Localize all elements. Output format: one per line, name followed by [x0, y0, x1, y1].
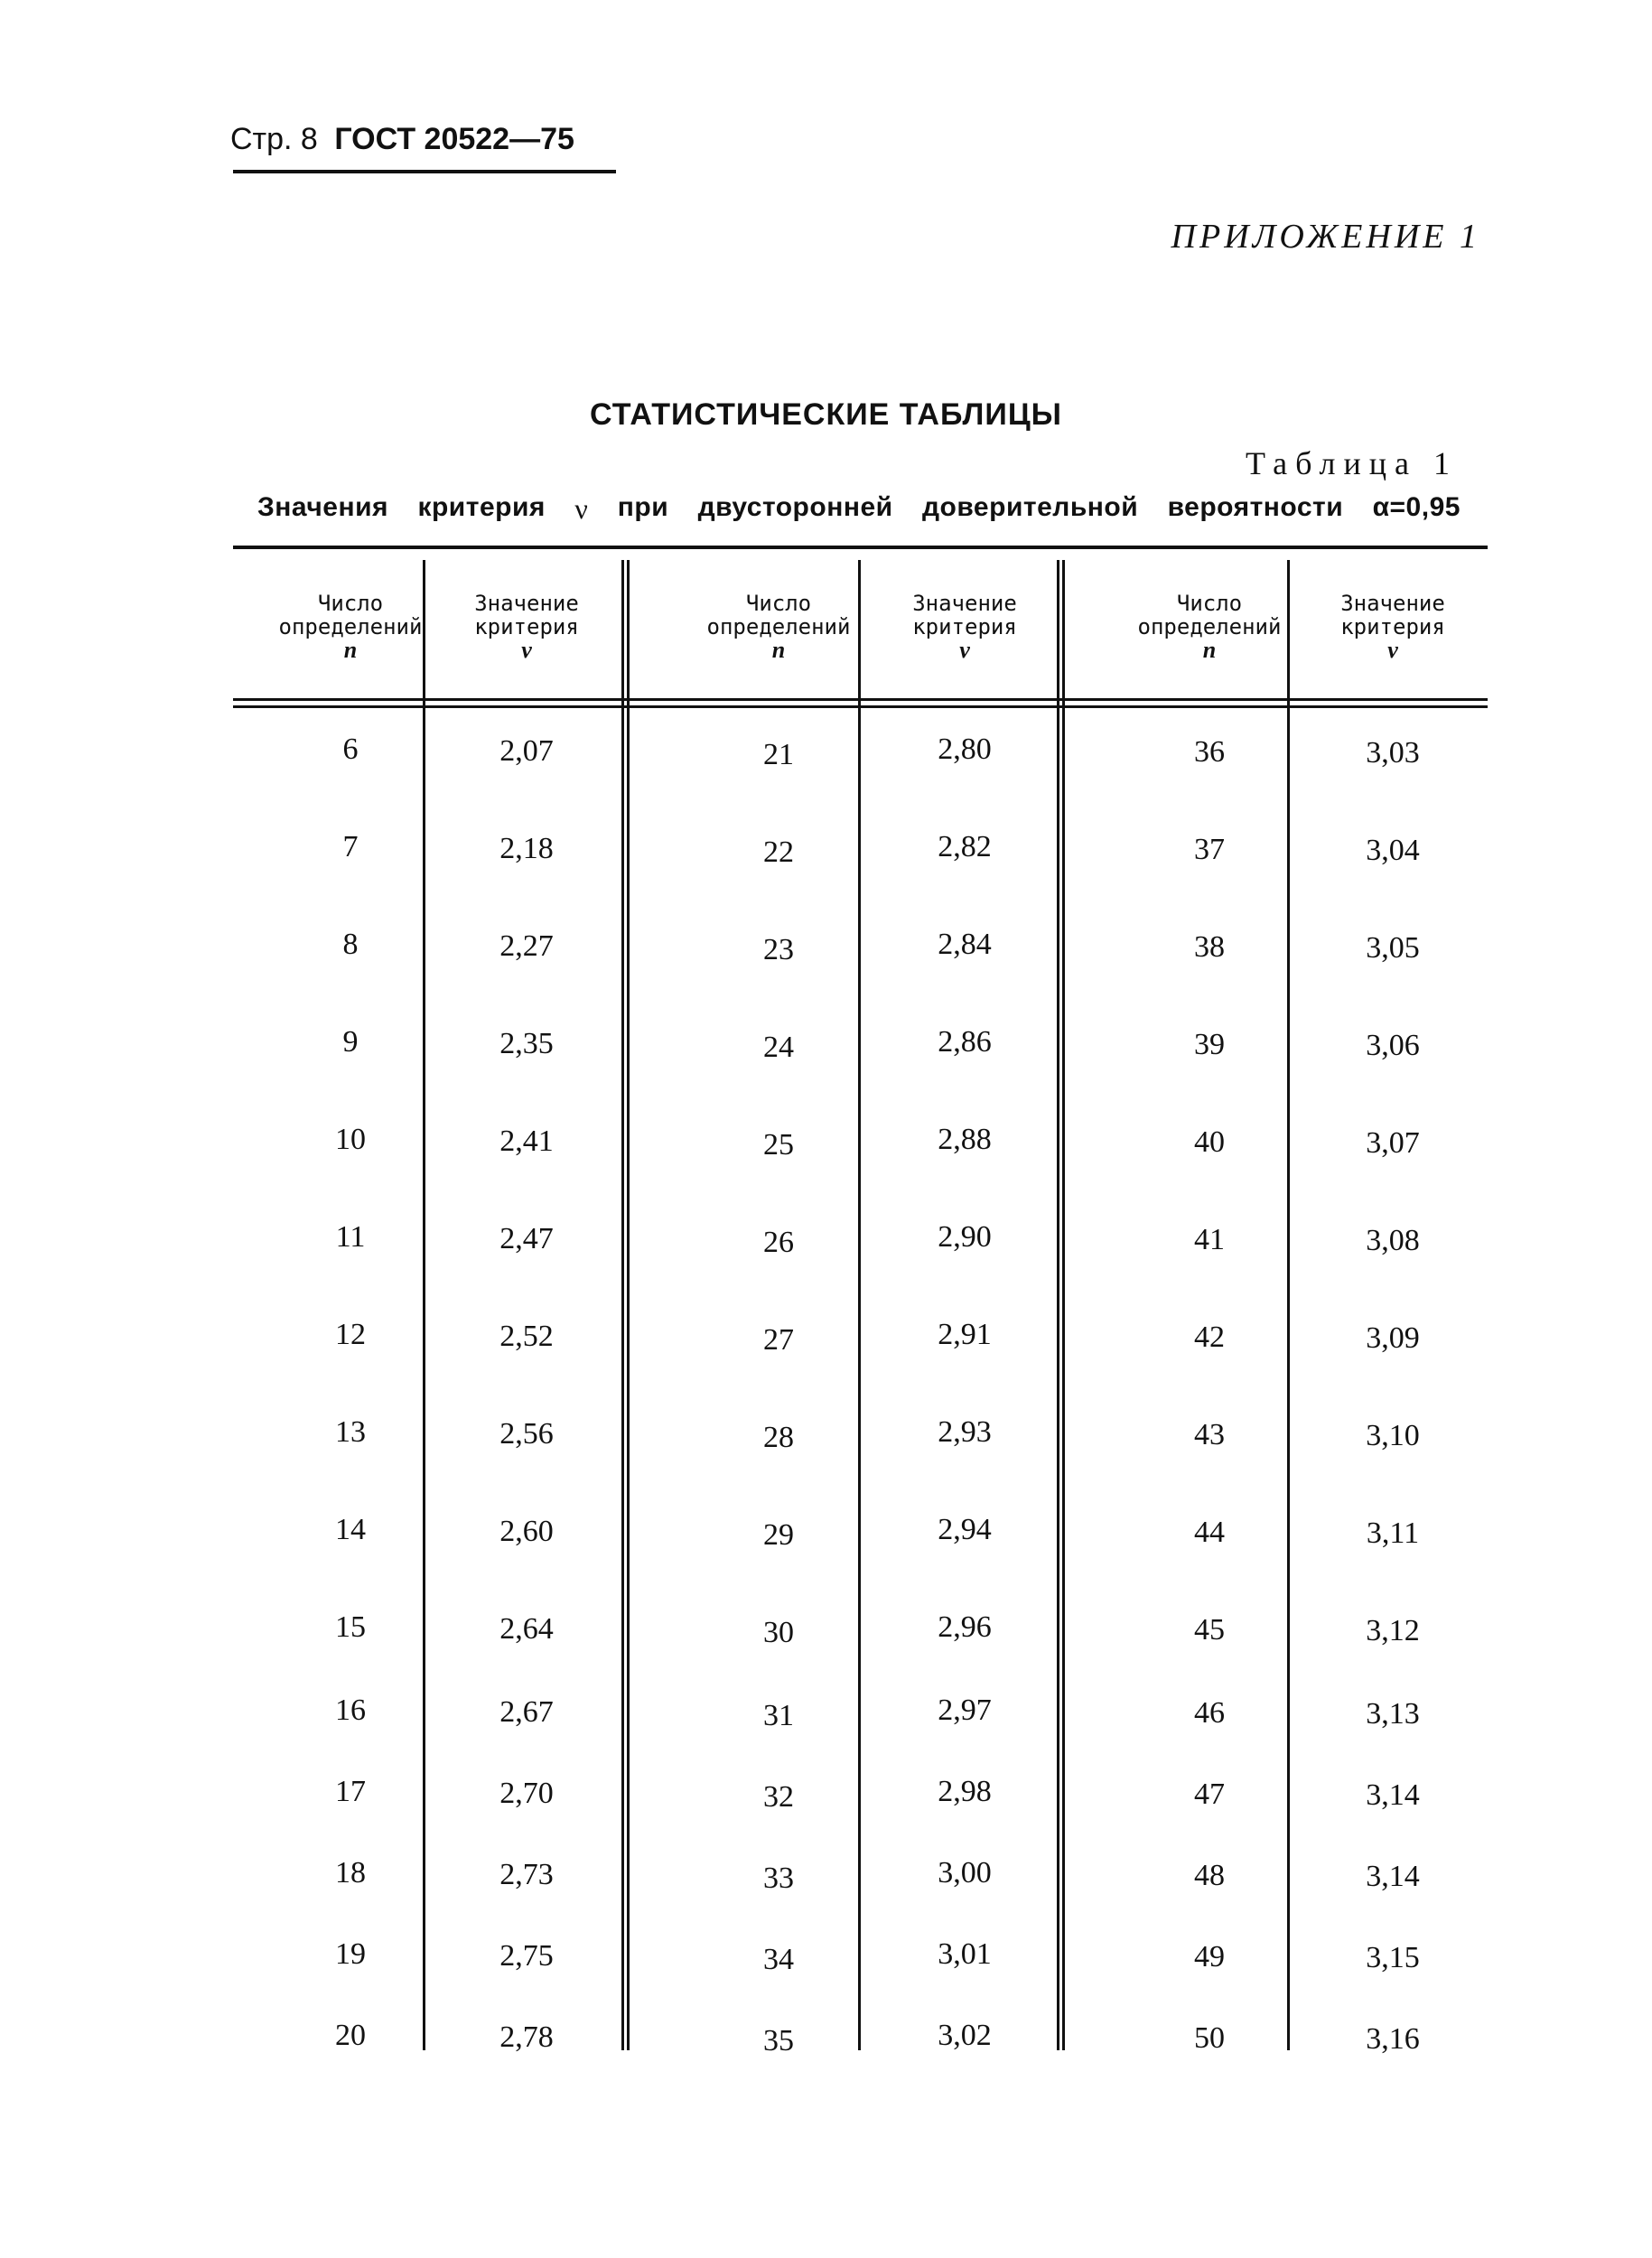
- cell-n: 9: [342, 1025, 359, 1059]
- cell-criterion: 2,60: [499, 1515, 554, 1548]
- cell-criterion: 3,16: [1366, 2022, 1420, 2056]
- cell-n: 35: [763, 2024, 794, 2057]
- cell-criterion: 3,14: [1366, 1860, 1420, 1893]
- cell-criterion: 2,67: [499, 1695, 554, 1729]
- table-top-rule: [233, 546, 1488, 549]
- header-rule: [233, 170, 616, 173]
- cell-n: 38: [1194, 930, 1225, 964]
- cell-n: 13: [335, 1415, 366, 1449]
- cell-criterion: 2,73: [499, 1858, 554, 1891]
- cell-criterion: 3,05: [1366, 931, 1420, 965]
- cell-criterion: 2,47: [499, 1222, 554, 1255]
- header-text: критерия: [1340, 614, 1445, 639]
- header-text: Значение: [912, 591, 1017, 616]
- cell-criterion: 3,08: [1366, 1224, 1420, 1257]
- cell-criterion: 3,00: [938, 1856, 992, 1889]
- cell-criterion: 2,27: [499, 929, 554, 963]
- cell-n: 46: [1194, 1696, 1225, 1730]
- caption-word: при: [617, 492, 669, 522]
- header-symbol: ν: [959, 637, 970, 663]
- cell-criterion: 2,97: [938, 1694, 992, 1727]
- cell-n: 6: [342, 732, 359, 766]
- cell-n: 20: [335, 2019, 366, 2052]
- header-text: определений: [278, 614, 423, 639]
- cell-n: 14: [335, 1513, 366, 1546]
- header-symbol: n: [771, 637, 786, 663]
- cell-n: 15: [335, 1610, 366, 1644]
- cell-n: 8: [342, 928, 359, 961]
- cell-criterion: 2,96: [938, 1610, 992, 1644]
- cell-criterion: 2,88: [938, 1123, 992, 1156]
- cell-n: 37: [1194, 833, 1225, 866]
- cell-criterion: 3,13: [1366, 1697, 1420, 1731]
- appendix-label: ПРИЛОЖЕНИЕ 1: [1171, 218, 1480, 256]
- column-divider: [1287, 560, 1290, 2050]
- cell-criterion: 3,12: [1366, 1614, 1420, 1647]
- column-header-v: [436, 592, 617, 662]
- cell-criterion: 3,04: [1366, 834, 1420, 867]
- cell-n: 25: [763, 1128, 794, 1162]
- header-text: Число: [317, 591, 384, 616]
- cell-n: 11: [335, 1220, 366, 1254]
- cell-n: 50: [1194, 2021, 1225, 2055]
- header-text: Число: [745, 591, 812, 616]
- cell-criterion: 2,94: [938, 1513, 992, 1546]
- caption-word: критерия: [417, 492, 546, 522]
- caption-word: доверительной: [922, 492, 1139, 522]
- cell-criterion: 2,07: [499, 734, 554, 768]
- page-number: Стр. 8: [230, 122, 318, 156]
- cell-criterion: 2,56: [499, 1417, 554, 1451]
- header-symbol: ν: [521, 637, 532, 663]
- section-title: СТАТИСТИЧЕСКИЕ ТАБЛИЦЫ: [590, 397, 1062, 432]
- header-text: Значение: [1340, 591, 1445, 616]
- column-header-v: [874, 592, 1055, 662]
- cell-n: 24: [763, 1031, 794, 1064]
- cell-n: 36: [1194, 735, 1225, 769]
- column-header-n: [675, 592, 882, 662]
- cell-criterion: 2,82: [938, 830, 992, 863]
- header-text: критерия: [912, 614, 1017, 639]
- cell-n: 7: [342, 830, 359, 863]
- cell-n: 26: [763, 1226, 794, 1259]
- cell-n: 48: [1194, 1859, 1225, 1892]
- cell-n: 33: [763, 1861, 794, 1895]
- cell-n: 23: [763, 933, 794, 966]
- cell-n: 29: [763, 1518, 794, 1552]
- cell-criterion: 3,07: [1366, 1126, 1420, 1160]
- header-text: определений: [1137, 614, 1282, 639]
- cell-n: 34: [763, 1943, 794, 1976]
- cell-criterion: 3,06: [1366, 1029, 1420, 1062]
- table-label: Таблица 1: [1246, 445, 1458, 481]
- cell-criterion: 3,15: [1366, 1941, 1420, 1974]
- column-header-v: [1302, 592, 1483, 662]
- cell-n: 12: [335, 1318, 366, 1351]
- column-double-divider: [621, 560, 630, 2050]
- header-text: Значение: [474, 591, 579, 616]
- cell-criterion: 2,91: [938, 1318, 992, 1351]
- cell-criterion: 2,64: [499, 1612, 554, 1646]
- cell-n: 44: [1194, 1516, 1225, 1549]
- header-text: Число: [1176, 591, 1243, 616]
- caption-word: Значения: [257, 492, 389, 522]
- cell-n: 22: [763, 835, 794, 869]
- cell-n: 27: [763, 1323, 794, 1357]
- cell-criterion: 3,09: [1366, 1321, 1420, 1355]
- cell-criterion: 2,98: [938, 1775, 992, 1808]
- cell-criterion: 2,90: [938, 1220, 992, 1254]
- cell-n: 47: [1194, 1777, 1225, 1811]
- cell-criterion: 2,80: [938, 732, 992, 766]
- cell-n: 42: [1194, 1320, 1225, 1354]
- page-header: [230, 122, 574, 157]
- cell-criterion: 3,10: [1366, 1419, 1420, 1452]
- cell-n: 30: [763, 1616, 794, 1649]
- cell-n: 17: [335, 1775, 366, 1808]
- header-text: критерия: [474, 614, 579, 639]
- cell-criterion: 3,14: [1366, 1778, 1420, 1812]
- cell-criterion: 2,41: [499, 1124, 554, 1158]
- caption-word: α=0,95: [1372, 492, 1461, 522]
- header-symbol: n: [343, 637, 358, 663]
- cell-n: 18: [335, 1856, 366, 1889]
- column-divider: [423, 560, 425, 2050]
- cell-criterion: 2,18: [499, 832, 554, 865]
- standard-number: ГОСТ 20522—75: [334, 122, 574, 156]
- cell-criterion: 3,03: [1366, 736, 1420, 770]
- cell-criterion: 2,35: [499, 1027, 554, 1060]
- cell-criterion: 2,86: [938, 1025, 992, 1059]
- cell-criterion: 3,11: [1366, 1516, 1420, 1550]
- header-symbol: n: [1202, 637, 1217, 663]
- cell-n: 31: [763, 1699, 794, 1732]
- cell-n: 45: [1194, 1613, 1225, 1647]
- cell-criterion: 2,52: [499, 1320, 554, 1353]
- caption-word: вероятности: [1167, 492, 1344, 522]
- cell-n: 32: [763, 1780, 794, 1814]
- cell-criterion: 3,02: [938, 2019, 992, 2052]
- cell-n: 40: [1194, 1125, 1225, 1159]
- cell-n: 19: [335, 1937, 366, 1971]
- caption-word: ν: [574, 492, 589, 525]
- header-text: определений: [706, 614, 851, 639]
- cell-criterion: 2,78: [499, 2020, 554, 2054]
- cell-criterion: 2,70: [499, 1777, 554, 1810]
- column-divider: [858, 560, 861, 2050]
- cell-n: 49: [1194, 1940, 1225, 1973]
- cell-criterion: 3,01: [938, 1937, 992, 1971]
- header-symbol: ν: [1387, 637, 1398, 663]
- cell-criterion: 2,75: [499, 1939, 554, 1973]
- cell-n: 10: [335, 1123, 366, 1156]
- column-header-n: [260, 592, 441, 662]
- column-double-divider: [1057, 560, 1065, 2050]
- cell-n: 28: [763, 1421, 794, 1454]
- cell-n: 41: [1194, 1223, 1225, 1256]
- cell-criterion: 2,93: [938, 1415, 992, 1449]
- cell-n: 39: [1194, 1028, 1225, 1061]
- cell-criterion: 2,84: [938, 928, 992, 961]
- cell-n: 43: [1194, 1418, 1225, 1451]
- column-header-n: [1110, 592, 1309, 662]
- cell-n: 16: [335, 1694, 366, 1727]
- table-caption: [257, 492, 1461, 526]
- caption-word: двусторонней: [697, 492, 893, 522]
- cell-n: 21: [763, 738, 794, 771]
